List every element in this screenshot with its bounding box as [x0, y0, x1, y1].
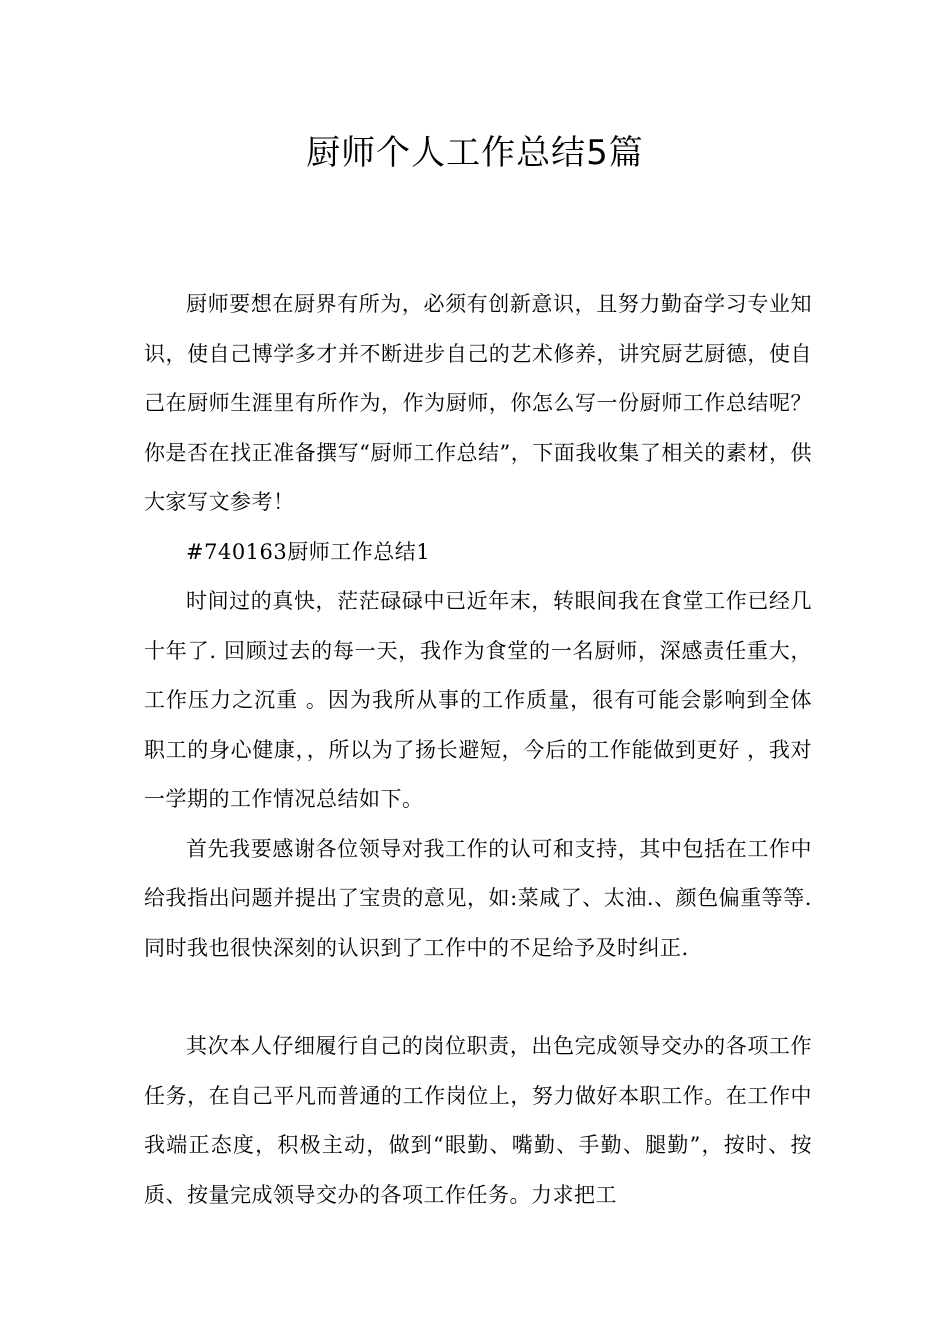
- section-heading: #740163厨师工作总结1: [186, 539, 431, 564]
- paragraph-gap: [144, 973, 812, 1022]
- body-paragraph: 其次本人仔细履行自己的岗位职责，出色完成领导交办的各项工作任务，在自己平凡而普通的工作岗位上，努力做好本职工作。在工作中我端正态度，积极主动，做到“眼勤、嘴勤、手勤、腿勤”，按时、按质、按量完成领导交办的各项工作任务。力求把工: [144, 1034, 812, 1207]
- document-body: [144, 280, 812, 1220]
- document-title: 厨师个人工作总结5篇: [306, 133, 644, 173]
- body-paragraph: 时间过的真快，茫茫碌碌中已近年末，转眼间我在食堂工作已经几十年了. 回顾过去的每一天，我作为食堂的一名厨师，深感责任重大，工作压力之沉重 。因为我所从事的工作质量，很有可能会影响到全体职工的身心健康，，所以为了扬长避短，今后的工作能做到更好 ，我对一学期的工作情况总结如下。: [144, 589, 812, 811]
- intro-paragraph: 厨师要想在厨界有所为，必须有创新意识，且努力勤奋学习专业知识，使自己博学多才并不断进步自己的艺术修养，讲究厨艺厨德，使自己在厨师生涯里有所作为，作为厨师，你怎么写一份厨师工作总结呢？你是否在找正准备撰写“厨师工作总结”，下面我收集了相关的素材，供大家写文参考！: [144, 292, 812, 514]
- body-paragraph: 首先我要感谢各位领导对我工作的认可和支持，其中包括在工作中给我指出问题并提出了宝贵的意见，如:菜咸了、太油.、颜色偏重等等.同时我也很快深刻的认识到了工作中的不足给予及时纠正.: [144, 836, 812, 960]
